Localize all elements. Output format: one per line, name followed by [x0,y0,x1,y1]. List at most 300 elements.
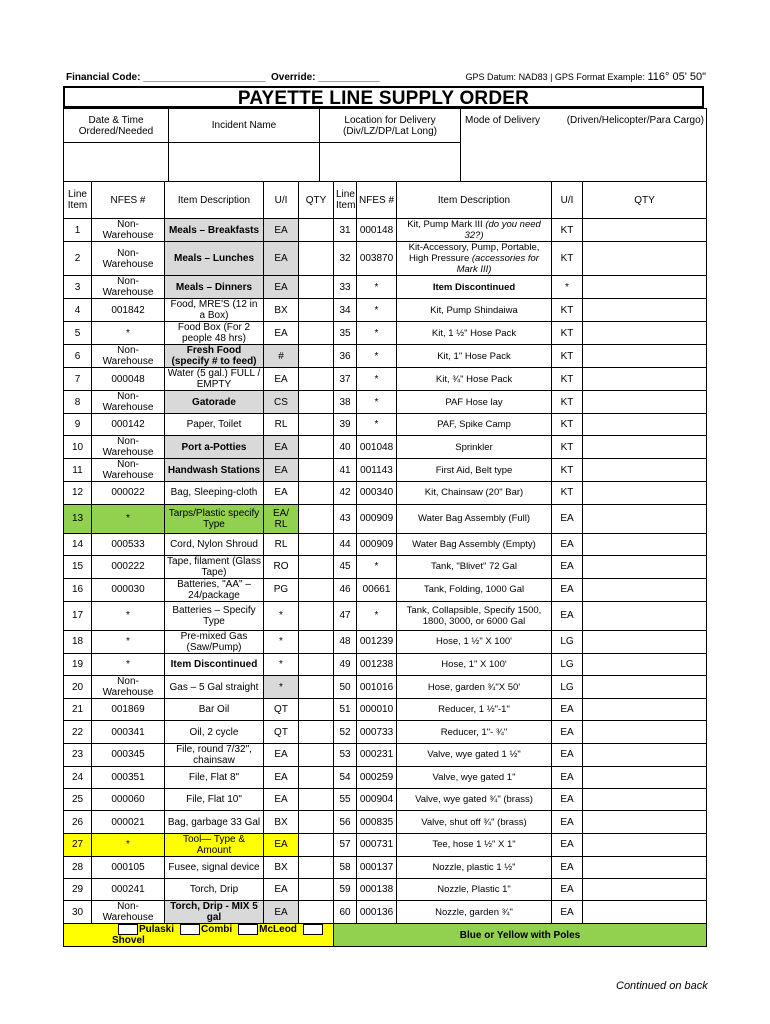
unit-of-issue: EA [264,459,299,482]
qty-input[interactable] [299,533,334,555]
item-description: Water (5 gal.) FULL / EMPTY [165,368,264,391]
qty-input[interactable] [583,901,707,924]
unit-of-issue: KT [552,368,583,391]
unit-of-issue: EA/ RL [264,504,299,533]
item-description: Reducer, 1 ½"-1" [397,699,552,721]
line-number: 60 [334,901,357,924]
location-label: Location for Delivery (Div/LZ/DP/Lat Long) [320,109,461,143]
mode-label: Mode of Delivery [465,115,541,126]
line-number: 29 [64,878,92,900]
line-number: 26 [64,811,92,833]
qty-input[interactable] [583,555,707,578]
item-description: Food Box (For 2 people 48 hrs) [165,322,264,345]
nfes-number: 000241 [92,878,165,900]
qty-input[interactable] [299,721,334,743]
line-number: 45 [334,555,357,578]
item-description: Meals – Dinners [165,276,264,299]
col-header-nfes: NFES # [92,182,165,219]
line-number: 49 [334,653,357,675]
col-header-ui: U/I [264,182,299,219]
item-description: Hose, 1 ½" X 100' [397,630,552,653]
item-description: Tank, Folding, 1000 Gal [397,578,552,601]
line-number: 27 [64,833,92,856]
qty-input[interactable] [583,391,707,414]
line-number: 37 [334,368,357,391]
nfes-number: * [357,322,397,345]
tool-label: Combi [201,924,233,936]
line-number: 28 [64,856,92,878]
line-number: 20 [64,676,92,699]
nfes-number: Non-Warehouse [92,901,165,924]
item-description: Item Discontinued [165,653,264,675]
qty-input[interactable] [299,299,334,322]
date-time-field[interactable] [64,143,169,182]
item-description: Handwash Stations [165,459,264,482]
unit-of-issue: EA [552,811,583,833]
col-header-item-description: Item Description [165,182,264,219]
nfes-number: Non-Warehouse [92,676,165,699]
item-description: Torch, Drip - MIX 5 gal [165,901,264,924]
item-description: Water Bag Assembly (Full) [397,504,552,533]
table-row [64,878,707,900]
unit-of-issue: EA [264,743,299,766]
nfes-number: 000222 [92,555,165,578]
line-number: 14 [64,533,92,555]
table-row [64,699,707,721]
table-row [64,219,707,242]
nfes-number: 000148 [357,219,397,242]
unit-of-issue: EA [552,789,583,811]
col-header-qty: QTY [299,182,334,219]
location-field[interactable] [320,143,461,182]
line-number: 48 [334,630,357,653]
nfes-number: 000136 [357,901,397,924]
line-number: 8 [64,391,92,414]
line-number: 21 [64,699,92,721]
qty-input[interactable] [299,436,334,459]
qty-input[interactable] [299,789,334,811]
unit-of-issue: RL [264,414,299,436]
line-number: 54 [334,766,357,788]
qty-input[interactable] [299,901,334,924]
item-description: Valve, wye gated 1 ½" [397,743,552,766]
nfes-number: 000341 [92,721,165,743]
qty-input[interactable] [299,555,334,578]
nfes-number: 000533 [92,533,165,555]
qty-input[interactable] [583,459,707,482]
qty-input[interactable] [299,653,334,675]
line-number: 25 [64,789,92,811]
incident-name-label: Incident Name [169,109,320,143]
line-number: 32 [334,242,357,276]
nfes-number: Non-Warehouse [92,242,165,276]
item-description: Bar Oil [165,699,264,721]
table-row [64,504,707,533]
nfes-number: 001143 [357,459,397,482]
nfes-number: 001842 [92,299,165,322]
item-description: Nozzle, plastic 1 ½" [397,856,552,878]
qty-input[interactable] [583,676,707,699]
mode-options: (Driven/Helicopter/Para Cargo) [566,115,704,126]
nfes-number: 000909 [357,533,397,555]
qty-input[interactable] [299,578,334,601]
unit-of-issue: EA [264,242,299,276]
qty-input[interactable] [583,811,707,833]
checkbox-shovel[interactable] [303,924,323,935]
item-description: Hose, 1" X 100' [397,653,552,675]
qty-input[interactable] [583,653,707,675]
unit-of-issue: RL [264,533,299,555]
line-number: 44 [334,533,357,555]
item-description: Gas – 5 Gal straight [165,676,264,699]
line-number: 3 [64,276,92,299]
col-header-qty: QTY [583,182,707,219]
item-description: Bag, garbage 33 Gal [165,811,264,833]
qty-input[interactable] [583,789,707,811]
qty-input[interactable] [299,322,334,345]
item-description: Tank, Collapsible, Specify 1500, 1800, 3000, or 6000 Gal [397,601,552,630]
qty-input[interactable] [583,856,707,878]
table-row [64,482,707,504]
qty-input[interactable] [299,676,334,699]
item-description: Nozzle, Plastic 1" [397,878,552,900]
unit-of-issue: BX [264,856,299,878]
item-description: Kit, Chainsaw (20" Bar) [397,482,552,504]
line-number: 38 [334,391,357,414]
item-description: Tarps/Plastic specify Type [165,504,264,533]
qty-input[interactable] [583,833,707,856]
unit-of-issue: EA [264,766,299,788]
nfes-number: 000733 [357,721,397,743]
nfes-number: 000022 [92,482,165,504]
financial-code[interactable]: Financial Code: ______________________ [66,72,266,83]
unit-of-issue: EA [552,743,583,766]
nfes-number: * [357,601,397,630]
item-description: First Aid, Belt type [397,459,552,482]
item-note: (accessories for Mark III) [456,253,539,275]
qty-input[interactable] [583,322,707,345]
gps-example: 116° 05' 50" [647,71,706,83]
line-number: 46 [334,578,357,601]
nfes-number: Non-Warehouse [92,276,165,299]
nfes-number: 001239 [357,630,397,653]
item-description: Pre-mixed Gas (Saw/Pump) [165,630,264,653]
qty-input[interactable] [583,601,707,630]
item-description: Water Bag Assembly (Empty) [397,533,552,555]
unit-of-issue: RO [264,555,299,578]
unit-of-issue: * [264,630,299,653]
item-description: Hose, garden ¾"X 50' [397,676,552,699]
item-description: PAF Hose lay [397,391,552,414]
unit-of-issue: KT [552,322,583,345]
unit-of-issue: EA [264,482,299,504]
nfes-number: * [357,368,397,391]
nfes-number: 000137 [357,856,397,878]
qty-input[interactable] [583,299,707,322]
col-header-line-item: Line Item [334,182,357,219]
nfes-number: Non-Warehouse [92,436,165,459]
line-number: 13 [64,504,92,533]
tool-label: Shovel [112,935,145,947]
unit-of-issue: * [264,601,299,630]
qty-input[interactable] [299,482,334,504]
nfes-number: 00661 [357,578,397,601]
item-description: Food, MRE'S (12 in a Box) [165,299,264,322]
unit-of-issue: QT [264,699,299,721]
qty-input[interactable] [299,601,334,630]
unit-of-issue: EA [552,721,583,743]
supply-items-table [63,181,707,947]
item-description: Kit, 1 ½" Hose Pack [397,322,552,345]
qty-input[interactable] [299,368,334,391]
qty-input[interactable] [299,391,334,414]
nfes-number: * [357,391,397,414]
item-description: Kit, Pump Mark III (do you need 32?) [397,219,552,242]
line-number: 35 [334,322,357,345]
item-description: Fresh Food (specify # to feed) [165,345,264,368]
nfes-number: 000138 [357,878,397,900]
qty-input[interactable] [583,219,707,242]
line-number: 24 [64,766,92,788]
line-number: 4 [64,299,92,322]
item-description: File, round 7/32", chainsaw [165,743,264,766]
nfes-number: * [92,653,165,675]
line-number: 15 [64,555,92,578]
unit-of-issue: EA [552,699,583,721]
line-number: 33 [334,276,357,299]
item-description: Valve, shut off ¾" (brass) [397,811,552,833]
nfes-number: 000060 [92,789,165,811]
qty-input[interactable] [583,721,707,743]
item-description: Batteries – Specify Type [165,601,264,630]
nfes-number: * [357,299,397,322]
qty-input[interactable] [583,630,707,653]
line-number: 51 [334,699,357,721]
nfes-number: 000021 [92,811,165,833]
unit-of-issue: PG [264,578,299,601]
qty-input[interactable] [299,833,334,856]
water-bag-color-note: Blue or Yellow with Poles [334,924,707,947]
item-description: File, Flat 8" [165,766,264,788]
unit-of-issue: EA [264,276,299,299]
override[interactable]: Override: ___________ [271,72,380,83]
item-description: Tee, hose 1 ½" X 1" [397,833,552,856]
nfes-number: * [92,504,165,533]
qty-input[interactable] [299,242,334,276]
line-number: 36 [334,345,357,368]
unit-of-issue: KT [552,482,583,504]
unit-of-issue: EA [264,878,299,900]
nfes-number: 000142 [92,414,165,436]
nfes-number: Non-Warehouse [92,391,165,414]
table-row [64,743,707,766]
item-description: Batteries, "AA" – 24/package [165,578,264,601]
table-row [64,459,707,482]
item-note: (do you need 32?) [464,219,541,241]
table-row [64,721,707,743]
line-number: 53 [334,743,357,766]
unit-of-issue: EA [264,322,299,345]
unit-of-issue: EA [264,436,299,459]
unit-of-issue: EA [552,504,583,533]
nfes-number: * [357,414,397,436]
table-row [64,676,707,699]
line-number: 18 [64,630,92,653]
line-number: 9 [64,414,92,436]
item-description: Gatorade [165,391,264,414]
qty-input[interactable] [583,504,707,533]
table-row [64,789,707,811]
nfes-number: Non-Warehouse [92,345,165,368]
qty-input[interactable] [583,436,707,459]
nfes-number: Non-Warehouse [92,459,165,482]
unit-of-issue: EA [552,901,583,924]
unit-of-issue: EA [552,578,583,601]
line-number: 57 [334,833,357,856]
qty-input[interactable] [299,630,334,653]
unit-of-issue: EA [552,856,583,878]
page-title: PAYETTE LINE SUPPLY ORDER [63,86,704,108]
nfes-number: 000105 [92,856,165,878]
line-number: 41 [334,459,357,482]
unit-of-issue: KT [552,345,583,368]
unit-of-issue: KT [552,242,583,276]
unit-of-issue: EA [552,766,583,788]
nfes-number: 000904 [357,789,397,811]
table-row [64,555,707,578]
tool-label: Pulaski [139,924,175,936]
qty-input[interactable] [299,459,334,482]
qty-input[interactable] [583,368,707,391]
unit-of-issue: EA [552,878,583,900]
nfes-number: * [357,345,397,368]
unit-of-issue: LG [552,630,583,653]
qty-input[interactable] [583,482,707,504]
item-description: Kit-Accessory, Pump, Portable, High Pressure (accessories for Mark III) [397,242,552,276]
qty-input[interactable] [583,766,707,788]
table-row [64,578,707,601]
qty-input[interactable] [583,242,707,276]
line-number: 12 [64,482,92,504]
nfes-number: 000048 [92,368,165,391]
nfes-number: Non-Warehouse [92,219,165,242]
qty-input[interactable] [299,766,334,788]
nfes-number: 000010 [357,699,397,721]
unit-of-issue: BX [264,811,299,833]
item-description: Oil, 2 cycle [165,721,264,743]
line-number: 30 [64,901,92,924]
nfes-number: 000340 [357,482,397,504]
table-row [64,414,707,436]
item-description: Sprinkler [397,436,552,459]
item-description: File, Flat 10" [165,789,264,811]
qty-input[interactable] [583,699,707,721]
unit-of-issue: EA [552,533,583,555]
qty-input[interactable] [583,345,707,368]
qty-input[interactable] [299,856,334,878]
table-row [64,322,707,345]
qty-input[interactable] [299,345,334,368]
nfes-number: * [92,601,165,630]
qty-input[interactable] [583,414,707,436]
nfes-number: 001238 [357,653,397,675]
footer-row [64,924,707,947]
qty-input[interactable] [583,276,707,299]
nfes-number: * [92,833,165,856]
mode-of-delivery-cell[interactable] [461,109,707,182]
unit-of-issue: KT [552,299,583,322]
table-row [64,368,707,391]
checkbox-pulaski[interactable] [118,924,138,935]
item-description: Port a-Potties [165,436,264,459]
table-row [64,766,707,788]
item-description: Torch, Drip [165,878,264,900]
line-number: 17 [64,601,92,630]
col-header-item-description: Item Description [397,182,552,219]
qty-input[interactable] [583,743,707,766]
qty-input[interactable] [299,219,334,242]
unit-of-issue: EA [552,833,583,856]
qty-input[interactable] [583,578,707,601]
table-row [64,653,707,675]
item-description: PAF, Spike Camp [397,414,552,436]
column-header-row [64,182,707,219]
qty-input[interactable] [299,699,334,721]
unit-of-issue: LG [552,676,583,699]
nfes-number: 000259 [357,766,397,788]
table-row [64,345,707,368]
qty-input[interactable] [583,533,707,555]
unit-of-issue: * [552,276,583,299]
qty-input[interactable] [299,414,334,436]
line-number: 23 [64,743,92,766]
item-description: Kit, 1" Hose Pack [397,345,552,368]
unit-of-issue: KT [552,391,583,414]
nfes-number: * [92,630,165,653]
checkbox-mcleod[interactable] [238,924,258,935]
line-number: 6 [64,345,92,368]
incident-name-field[interactable] [169,143,320,182]
qty-input[interactable] [299,504,334,533]
qty-input[interactable] [583,878,707,900]
qty-input[interactable] [299,811,334,833]
item-description: Meals – Breakfasts [165,219,264,242]
checkbox-combi[interactable] [180,924,200,935]
nfes-number: 000909 [357,504,397,533]
line-number: 39 [334,414,357,436]
table-row [64,856,707,878]
unit-of-issue: EA [264,833,299,856]
line-number: 1 [64,219,92,242]
continued-note: Continued on back [616,980,708,992]
nfes-number: 000231 [357,743,397,766]
unit-of-issue: EA [264,789,299,811]
qty-input[interactable] [299,878,334,900]
item-description: Kit, Pump Shindaiwa [397,299,552,322]
item-description: Kit, ¾" Hose Pack [397,368,552,391]
line-number: 42 [334,482,357,504]
nfes-number: 001048 [357,436,397,459]
col-header-line-item: Line Item [64,182,92,219]
qty-input[interactable] [299,276,334,299]
qty-input[interactable] [299,743,334,766]
line-number: 11 [64,459,92,482]
unit-of-issue: EA [552,601,583,630]
item-description: Paper, Toilet [165,414,264,436]
nfes-number: * [357,555,397,578]
unit-of-issue: BX [264,299,299,322]
unit-of-issue: KT [552,219,583,242]
